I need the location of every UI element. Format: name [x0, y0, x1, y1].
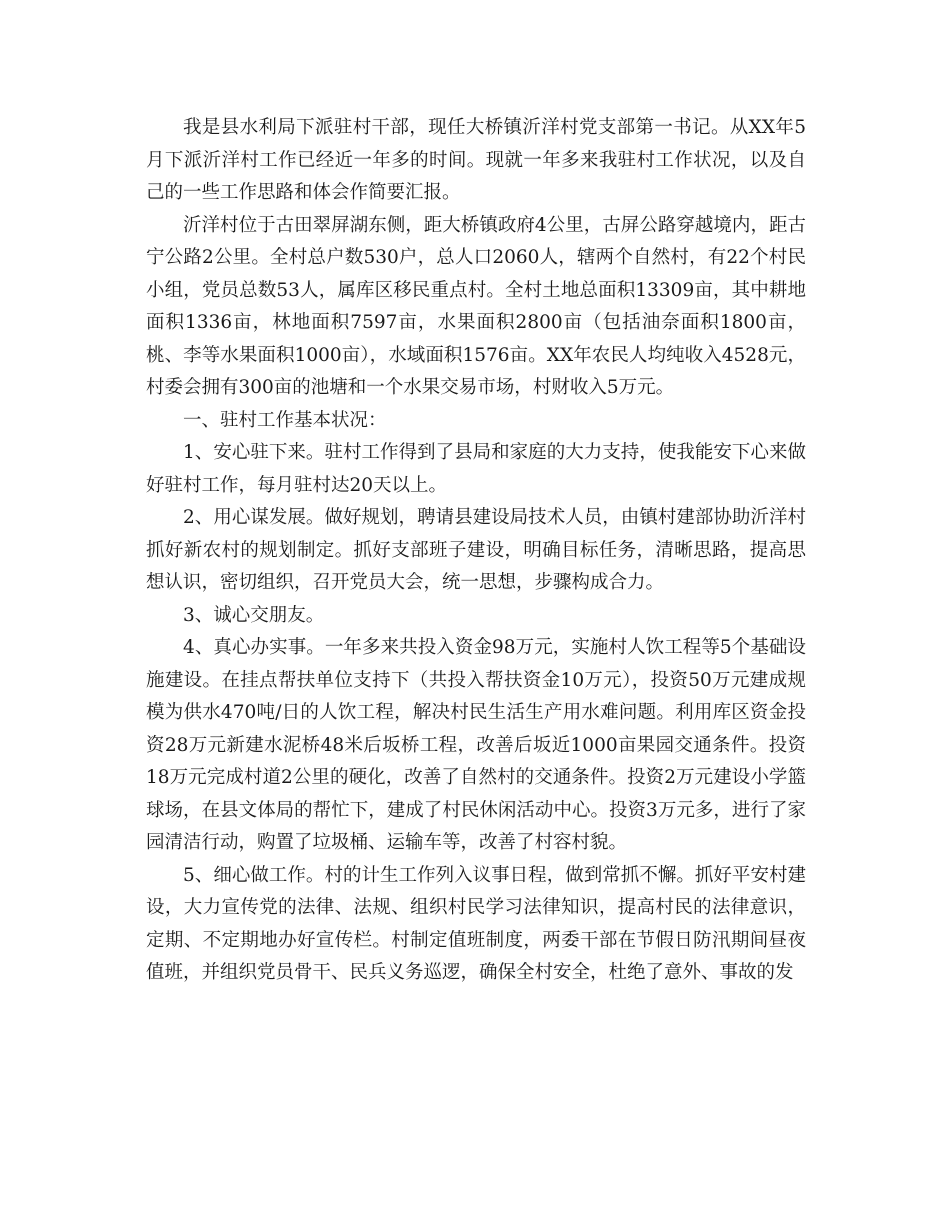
- list-item-5: 5、细心做工作。村的计生工作列入议事日程，做到常抓不懈。抓好平安村建设，大力宣传党的法律、法规、组织村民学习法律知识，提高村民的法律意识，定期、不定期地办好宣传栏。村制定值班制度，两委干部在节假日防汛期间昼夜值班，并组织党员骨干、民兵义务巡逻，确保全村安全，杜绝了意外、事故的发: [146, 864, 806, 983]
- list-item-3: 3、诚心交朋友。: [183, 604, 325, 626]
- list-item-2: 2、用心谋发展。做好规划，聘请县建设局技术人员，由镇村建部协助沂洋村抓好新农村的规划制定。抓好支部班子建设，明确目标任务，清晰思路，提高思想认识，密切组织，召开党员大会，统一思想，步骤构成合力。: [146, 507, 806, 593]
- list-item-1: 1、安心驻下来。驻村工作得到了县局和家庭的大力支持，使我能安下心来做好驻村工作，每月驻村达20天以上。: [146, 442, 806, 496]
- document-body: [146, 112, 806, 990]
- paragraph-village-overview: 沂洋村位于古田翠屏湖东侧，距大桥镇政府4公里，古屏公路穿越境内，距古宁公路2公里。全村总户数530户，总人口2060人，辖两个自然村，有22个村民小组，党员总数53人，属库区移民重点村。全村土地总面积13309亩，其中耕地面积1336亩，林地面积7597亩，水果面积2800亩（包括油奈面积1800亩，桃、李等水果面积1000亩），水域面积1576亩。XX年农民人均纯收入4528元，村委会拥有300亩的池塘和一个水果交易市场，村财收入5万元。: [146, 214, 806, 398]
- list-item-4: 4、真心办实事。一年多来共投入资金98万元，实施村人饮工程等5个基础设施建设。在挂点帮扶单位支持下（共投入帮扶资金10万元），投资50万元建成规模为供水470吨/日的人饮工程，解决村民生活生产用水难问题。利用库区资金投资28万元新建水泥桥48米后坂桥工程，改善后坂近1000亩果园交通条件。投资18万元完成村道2公里的硬化，改善了自然村的交通条件。投资2万元建设小学篮球场，在县文体局的帮忙下，建成了村民休闲活动中心。投资3万元多，进行了家园清洁行动，购置了垃圾桶、运输车等，改善了村容村貌。: [146, 637, 806, 853]
- section-heading-basic-status: 一、驻村工作基本状况：: [183, 409, 387, 431]
- paragraph-intro: 我是县水利局下派驻村干部，现任大桥镇沂洋村党支部第一书记。从XX年5月下派沂洋村工作已经近一年多的时间。现就一年多来我驻村工作状况，以及自己的一些工作思路和体会作简要汇报。: [146, 117, 806, 203]
